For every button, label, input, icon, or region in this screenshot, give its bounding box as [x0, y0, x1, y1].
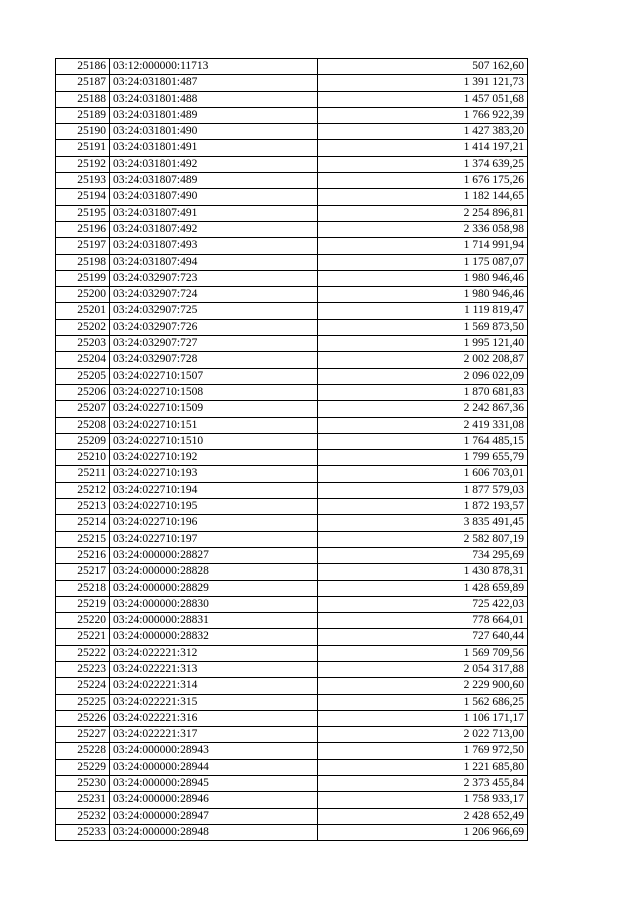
- table-row: [56, 727, 528, 743]
- row-number-cell: 25201: [56, 303, 110, 319]
- value-cell: 1 758 933,17: [318, 792, 528, 808]
- cadastral-number-cell: 03:24:000000:28947: [110, 808, 318, 824]
- table-row: [56, 384, 528, 400]
- row-number-cell: 25197: [56, 238, 110, 254]
- table-row: [56, 759, 528, 775]
- cadastral-number-cell: 03:24:031807:492: [110, 221, 318, 237]
- table-row: [56, 319, 528, 335]
- table-row: [56, 547, 528, 563]
- cadastral-number-cell: 03:24:000000:28946: [110, 792, 318, 808]
- cadastral-number-cell: 03:24:022710:197: [110, 531, 318, 547]
- table-row: [56, 776, 528, 792]
- cadastral-number-cell: 03:24:022221:316: [110, 710, 318, 726]
- table-row: [56, 270, 528, 286]
- value-cell: 1 764 485,15: [318, 433, 528, 449]
- value-cell: 2 096 022,09: [318, 368, 528, 384]
- value-cell: 1 562 686,25: [318, 694, 528, 710]
- cadastral-number-cell: 03:24:000000:28945: [110, 776, 318, 792]
- value-cell: 2 582 807,19: [318, 531, 528, 547]
- value-cell: 1 569 873,50: [318, 319, 528, 335]
- value-cell: 2 419 331,08: [318, 417, 528, 433]
- value-cell: 1 569 709,56: [318, 645, 528, 661]
- cadastral-number-cell: 03:24:000000:28944: [110, 759, 318, 775]
- cadastral-number-cell: 03:24:031801:490: [110, 124, 318, 140]
- cadastral-number-cell: 03:24:022221:312: [110, 645, 318, 661]
- table-row: [56, 221, 528, 237]
- table-row: [56, 645, 528, 661]
- row-number-cell: 25191: [56, 140, 110, 156]
- row-number-cell: 25200: [56, 287, 110, 303]
- table-row: [56, 515, 528, 531]
- table-row: [56, 661, 528, 677]
- row-number-cell: 25202: [56, 319, 110, 335]
- table-row: [56, 417, 528, 433]
- table-row: [56, 743, 528, 759]
- value-cell: 1 766 922,39: [318, 107, 528, 123]
- value-cell: 727 640,44: [318, 629, 528, 645]
- table-row: [56, 140, 528, 156]
- value-cell: 1 414 197,21: [318, 140, 528, 156]
- row-number-cell: 25218: [56, 580, 110, 596]
- value-cell: 1 870 681,83: [318, 384, 528, 400]
- cadastral-number-cell: 03:24:022221:314: [110, 678, 318, 694]
- table-row: [56, 368, 528, 384]
- row-number-cell: 25216: [56, 547, 110, 563]
- row-number-cell: 25228: [56, 743, 110, 759]
- value-cell: 1 872 193,57: [318, 499, 528, 515]
- table-row: [56, 156, 528, 172]
- row-number-cell: 25190: [56, 124, 110, 140]
- cadastral-number-cell: 03:24:031801:491: [110, 140, 318, 156]
- table-row: [56, 580, 528, 596]
- value-cell: 1 119 819,47: [318, 303, 528, 319]
- value-cell: 2 242 867,36: [318, 401, 528, 417]
- value-cell: 1 430 878,31: [318, 564, 528, 580]
- row-number-cell: 25229: [56, 759, 110, 775]
- row-number-cell: 25206: [56, 384, 110, 400]
- row-number-cell: 25193: [56, 173, 110, 189]
- cadastral-number-cell: 03:24:022221:317: [110, 727, 318, 743]
- value-cell: 1 182 144,65: [318, 189, 528, 205]
- value-cell: 1 980 946,46: [318, 270, 528, 286]
- table-row: [56, 287, 528, 303]
- value-cell: 1 106 171,17: [318, 710, 528, 726]
- row-number-cell: 25192: [56, 156, 110, 172]
- value-cell: 1 714 991,94: [318, 238, 528, 254]
- table-row: [56, 205, 528, 221]
- value-cell: 1 206 966,69: [318, 824, 528, 840]
- table-row: [56, 75, 528, 91]
- value-cell: 3 835 491,45: [318, 515, 528, 531]
- cadastral-number-cell: 03:24:031807:493: [110, 238, 318, 254]
- row-number-cell: 25230: [56, 776, 110, 792]
- value-cell: 1 175 087,07: [318, 254, 528, 270]
- value-cell: 2 428 652,49: [318, 808, 528, 824]
- cadastral-number-cell: 03:24:000000:28832: [110, 629, 318, 645]
- cadastral-number-cell: 03:24:031807:491: [110, 205, 318, 221]
- cadastral-number-cell: 03:24:032907:726: [110, 319, 318, 335]
- row-number-cell: 25187: [56, 75, 110, 91]
- row-number-cell: 25224: [56, 678, 110, 694]
- cadastral-number-cell: 03:24:022710:196: [110, 515, 318, 531]
- value-cell: 2 002 208,87: [318, 352, 528, 368]
- cadastral-number-cell: 03:24:031807:494: [110, 254, 318, 270]
- value-cell: 2 373 455,84: [318, 776, 528, 792]
- table-row: [56, 466, 528, 482]
- row-number-cell: 25207: [56, 401, 110, 417]
- value-cell: 778 664,01: [318, 613, 528, 629]
- cadastral-number-cell: 03:24:032907:728: [110, 352, 318, 368]
- cadastral-number-cell: 03:24:000000:28828: [110, 564, 318, 580]
- table-row: [56, 303, 528, 319]
- table-row: [56, 531, 528, 547]
- table-row: [56, 678, 528, 694]
- row-number-cell: 25188: [56, 91, 110, 107]
- row-number-cell: 25198: [56, 254, 110, 270]
- table-row: [56, 499, 528, 515]
- cadastral-number-cell: 03:24:032907:723: [110, 270, 318, 286]
- table-row: [56, 629, 528, 645]
- row-number-cell: 25203: [56, 336, 110, 352]
- value-cell: 2 022 713,00: [318, 727, 528, 743]
- table-row: [56, 596, 528, 612]
- row-number-cell: 25223: [56, 661, 110, 677]
- cadastral-number-cell: 03:24:000000:28829: [110, 580, 318, 596]
- cadastral-number-cell: 03:24:022710:1509: [110, 401, 318, 417]
- value-cell: 2 336 058,98: [318, 221, 528, 237]
- cadastral-number-cell: 03:24:022221:313: [110, 661, 318, 677]
- table-row: [56, 336, 528, 352]
- row-number-cell: 25221: [56, 629, 110, 645]
- row-number-cell: 25194: [56, 189, 110, 205]
- value-cell: 1 427 383,20: [318, 124, 528, 140]
- value-cell: 2 254 896,81: [318, 205, 528, 221]
- row-number-cell: 25220: [56, 613, 110, 629]
- row-number-cell: 25214: [56, 515, 110, 531]
- row-number-cell: 25212: [56, 482, 110, 498]
- value-cell: 1 606 703,01: [318, 466, 528, 482]
- value-cell: 1 799 655,79: [318, 450, 528, 466]
- table-row: [56, 107, 528, 123]
- cadastral-number-cell: 03:24:022710:1510: [110, 433, 318, 449]
- cadastral-number-cell: 03:24:022221:315: [110, 694, 318, 710]
- cadastral-number-cell: 03:24:022710:195: [110, 499, 318, 515]
- cadastral-number-cell: 03:24:031807:489: [110, 173, 318, 189]
- value-cell: 2 229 900,60: [318, 678, 528, 694]
- cadastral-number-cell: 03:24:000000:28831: [110, 613, 318, 629]
- table-row: [56, 824, 528, 840]
- row-number-cell: 25222: [56, 645, 110, 661]
- table-row: [56, 124, 528, 140]
- row-number-cell: 25199: [56, 270, 110, 286]
- row-number-cell: 25233: [56, 824, 110, 840]
- value-cell: 507 162,60: [318, 59, 528, 75]
- value-cell: 1 221 685,80: [318, 759, 528, 775]
- row-number-cell: 25232: [56, 808, 110, 824]
- cadastral-number-cell: 03:24:000000:28948: [110, 824, 318, 840]
- table-row: [56, 482, 528, 498]
- table-row: [56, 401, 528, 417]
- row-number-cell: 25208: [56, 417, 110, 433]
- value-cell: 1 428 659,89: [318, 580, 528, 596]
- cadastral-number-cell: 03:24:031801:488: [110, 91, 318, 107]
- cadastral-number-cell: 03:24:000000:28827: [110, 547, 318, 563]
- row-number-cell: 25186: [56, 59, 110, 75]
- cadastral-number-cell: 03:24:022710:192: [110, 450, 318, 466]
- table-row: [56, 254, 528, 270]
- value-cell: 1 457 051,68: [318, 91, 528, 107]
- table-row: [56, 173, 528, 189]
- value-cell: 1 374 639,25: [318, 156, 528, 172]
- cadastral-number-cell: 03:24:031807:490: [110, 189, 318, 205]
- cadastral-number-cell: 03:24:022710:1508: [110, 384, 318, 400]
- cadastral-number-cell: 03:24:031801:489: [110, 107, 318, 123]
- cadastral-number-cell: 03:24:022710:151: [110, 417, 318, 433]
- cadastral-number-cell: 03:24:031801:487: [110, 75, 318, 91]
- value-cell: 1 995 121,40: [318, 336, 528, 352]
- value-cell: 1 676 175,26: [318, 173, 528, 189]
- table-row: [56, 59, 528, 75]
- row-number-cell: 25219: [56, 596, 110, 612]
- row-number-cell: 25226: [56, 710, 110, 726]
- table-body: [56, 59, 528, 841]
- table-row: [56, 710, 528, 726]
- cadastral-value-table: [55, 58, 528, 841]
- value-cell: 1 980 946,46: [318, 287, 528, 303]
- row-number-cell: 25213: [56, 499, 110, 515]
- value-cell: 1 769 972,50: [318, 743, 528, 759]
- cadastral-number-cell: 03:24:022710:193: [110, 466, 318, 482]
- cadastral-number-cell: 03:24:000000:28830: [110, 596, 318, 612]
- row-number-cell: 25225: [56, 694, 110, 710]
- table-row: [56, 694, 528, 710]
- table-row: [56, 352, 528, 368]
- table-row: [56, 792, 528, 808]
- table-row: [56, 91, 528, 107]
- table-row: [56, 564, 528, 580]
- row-number-cell: 25195: [56, 205, 110, 221]
- value-cell: 734 295,69: [318, 547, 528, 563]
- cadastral-number-cell: 03:24:000000:28943: [110, 743, 318, 759]
- table-row: [56, 808, 528, 824]
- row-number-cell: 25205: [56, 368, 110, 384]
- row-number-cell: 25210: [56, 450, 110, 466]
- value-cell: 725 422,03: [318, 596, 528, 612]
- cadastral-number-cell: 03:24:032907:727: [110, 336, 318, 352]
- row-number-cell: 25231: [56, 792, 110, 808]
- table-row: [56, 238, 528, 254]
- value-cell: 1 391 121,73: [318, 75, 528, 91]
- cadastral-number-cell: 03:24:022710:194: [110, 482, 318, 498]
- row-number-cell: 25227: [56, 727, 110, 743]
- table-row: [56, 450, 528, 466]
- table-row: [56, 613, 528, 629]
- row-number-cell: 25211: [56, 466, 110, 482]
- cadastral-number-cell: 03:24:031801:492: [110, 156, 318, 172]
- value-cell: 2 054 317,88: [318, 661, 528, 677]
- row-number-cell: 25217: [56, 564, 110, 580]
- table-row: [56, 189, 528, 205]
- row-number-cell: 25209: [56, 433, 110, 449]
- row-number-cell: 25189: [56, 107, 110, 123]
- row-number-cell: 25204: [56, 352, 110, 368]
- cadastral-number-cell: 03:24:022710:1507: [110, 368, 318, 384]
- cadastral-number-cell: 03:12:000000:11713: [110, 59, 318, 75]
- cadastral-number-cell: 03:24:032907:724: [110, 287, 318, 303]
- cadastral-number-cell: 03:24:032907:725: [110, 303, 318, 319]
- row-number-cell: 25215: [56, 531, 110, 547]
- value-cell: 1 877 579,03: [318, 482, 528, 498]
- table-row: [56, 433, 528, 449]
- row-number-cell: 25196: [56, 221, 110, 237]
